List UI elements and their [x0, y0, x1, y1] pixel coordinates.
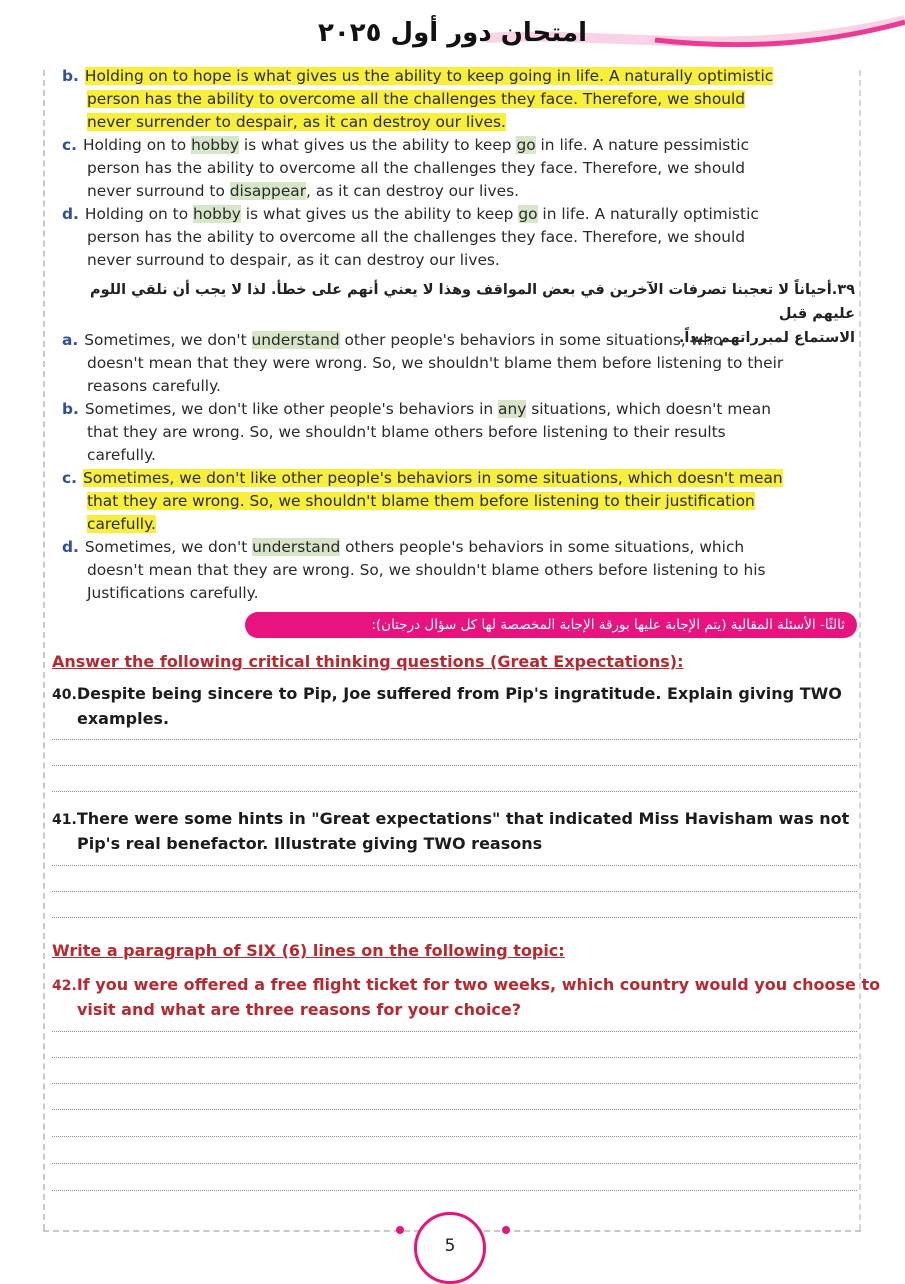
option-letter: b. — [62, 67, 79, 85]
option-line — [62, 398, 857, 421]
option-text: Sometimes, we don't understand others people's behaviors in some situations, which — [84, 538, 745, 556]
option-text: never surround to disappear, as it can destroy our lives. — [87, 182, 520, 200]
option-line — [62, 444, 857, 467]
question-number: ٣٩. — [831, 282, 855, 298]
option-text: never surround to despair, as it can destroy our lives. — [87, 251, 500, 269]
answer-option[interactable] — [62, 65, 857, 134]
decorative-dot — [502, 1226, 510, 1234]
answer-line[interactable] — [52, 791, 857, 792]
question-text-line-2: visit and what are three reasons for your choice? — [77, 1000, 522, 1019]
option-text: Holding on to hobby is what gives us the ability to keep go in life. A naturally optimistic — [84, 205, 759, 223]
answer-line[interactable] — [52, 1136, 857, 1137]
answer-line[interactable] — [52, 765, 857, 766]
option-line — [62, 467, 857, 490]
option-text: doesn't mean that they were wrong. So, we shouldn't blame them before listening to their — [87, 354, 784, 372]
answer-line[interactable] — [52, 1109, 857, 1110]
frame-border-right — [859, 70, 861, 1230]
option-text: person has the ability to overcome all the challenges they face. Therefore, we should — [87, 159, 746, 177]
decorative-dot — [396, 1226, 404, 1234]
question-text-line-1: If you were offered a free flight ticket for two weeks, which country would you choose to — [76, 975, 881, 994]
option-text: carefully. — [87, 446, 156, 464]
answer-option[interactable] — [62, 467, 857, 536]
option-line — [62, 157, 857, 180]
option-text: doesn't mean that they are wrong. So, we shouldn't blame others before listening to his — [87, 561, 766, 579]
option-text: that they are wrong. So, we shouldn't blame others before listening to their results — [87, 423, 726, 441]
option-line — [62, 421, 857, 444]
option-text: reasons carefully. — [87, 377, 221, 395]
question-number: 42. — [52, 978, 77, 994]
question-number: 40. — [52, 687, 77, 703]
answer-option[interactable] — [62, 134, 857, 203]
question-text-line-1: Despite being sincere to Pip, Joe suffered from Pip's ingratitude. Explain giving TWO — [76, 684, 842, 703]
highlighted-word: disappear — [229, 182, 307, 200]
option-letter: c. — [62, 469, 77, 487]
answer-line[interactable] — [52, 1057, 857, 1058]
frame-border-left — [43, 70, 45, 1230]
highlighted-word: go — [518, 205, 538, 223]
option-line — [62, 490, 857, 513]
option-text: Justifications carefully. — [87, 584, 259, 602]
option-line — [62, 134, 857, 157]
highlighted-word: any — [498, 400, 527, 418]
option-line — [62, 375, 857, 398]
option-line — [62, 329, 857, 352]
question-text-line-1: There were some hints in "Great expectations" that indicated Miss Havisham was not — [76, 809, 850, 828]
option-letter: d. — [62, 538, 79, 556]
option-line — [62, 536, 857, 559]
question-40 — [52, 682, 857, 730]
option-line — [62, 111, 857, 134]
highlighted-text: Sometimes, we don't like other people's behaviors in some situations, which doesn't mean — [82, 469, 783, 487]
answer-line[interactable] — [52, 739, 857, 740]
answer-line[interactable] — [52, 1163, 857, 1164]
option-line — [62, 203, 857, 226]
option-line — [62, 249, 857, 272]
highlighted-text: carefully. — [87, 515, 156, 533]
option-line — [62, 513, 857, 536]
option-letter: c. — [62, 136, 77, 154]
highlighted-text: person has the ability to overcome all the challenges they face. Therefore, we should — [87, 90, 746, 108]
option-line — [62, 88, 857, 111]
answer-option[interactable] — [62, 536, 857, 605]
critical-thinking-heading: Answer the following critical thinking questions (Great Expectations): — [52, 652, 684, 671]
answer-option[interactable] — [62, 203, 857, 272]
highlighted-text: Holding on to hope is what gives us the ability to keep going in life. A naturally optimistic — [84, 67, 774, 85]
section-3-banner: ثالثًا- الأسئلة المقالية (يتم الإجابة عليها بورقة الإجابة المخصصة لها كل سؤال درجتان): — [245, 612, 857, 638]
answer-option[interactable] — [62, 329, 857, 398]
option-text: Sometimes, we don't like other people's behaviors in any situations, which doesn't mean — [84, 400, 771, 418]
highlighted-word: understand — [251, 331, 340, 349]
option-line — [62, 226, 857, 249]
question-41 — [52, 807, 857, 855]
option-line — [62, 352, 857, 375]
question-text-line-2: الاستماع لمبرراتهم جيداً. — [678, 330, 855, 346]
page-number: 5 — [414, 1212, 486, 1284]
highlighted-word: hobby — [191, 136, 239, 154]
answer-line[interactable] — [52, 1031, 857, 1032]
paragraph-heading: Write a paragraph of SIX (6) lines on the following topic: — [52, 941, 565, 960]
answer-line[interactable] — [52, 891, 857, 892]
answer-line[interactable] — [52, 917, 857, 918]
option-line — [62, 65, 857, 88]
option-text: Holding on to hobby is what gives us the ability to keep go in life. A nature pessimistic — [82, 136, 750, 154]
answer-line[interactable] — [52, 1083, 857, 1084]
option-letter: a. — [62, 331, 79, 349]
highlighted-word: hobby — [193, 205, 241, 223]
question-text-line-2: Pip's real benefactor. Illustrate giving TWO reasons — [77, 834, 543, 853]
option-letter: d. — [62, 205, 79, 223]
option-line — [62, 559, 857, 582]
question-number: 41. — [52, 812, 77, 828]
highlighted-word: understand — [252, 538, 341, 556]
question-42 — [52, 973, 881, 1021]
answer-line[interactable] — [52, 1190, 857, 1191]
option-letter: b. — [62, 400, 79, 418]
option-text: Sometimes, we don't understand other people's behaviors in some situations, who — [84, 331, 723, 349]
answer-line[interactable] — [52, 865, 857, 866]
highlighted-text: that they are wrong. So, we shouldn't blame them before listening to their justification — [87, 492, 755, 510]
question-text-line-1: أحياناً لا تعجبنا تصرفات الآخرين في بعض المواقف وهذا لا يعني أنهم على خطأ. لذا لا يجب أن نلقي اللوم عليهم قبل — [90, 282, 855, 322]
answer-option[interactable] — [62, 398, 857, 467]
option-text: person has the ability to overcome all the challenges they face. Therefore, we should — [87, 228, 746, 246]
option-line — [62, 180, 857, 203]
highlighted-word: go — [516, 136, 536, 154]
page-title: امتحان دور أول ٢٠٢٥ — [317, 18, 588, 48]
option-line — [62, 582, 857, 605]
question-text-line-2: examples. — [77, 709, 170, 728]
highlighted-text: never surrender to despair, as it can destroy our lives. — [87, 113, 506, 131]
